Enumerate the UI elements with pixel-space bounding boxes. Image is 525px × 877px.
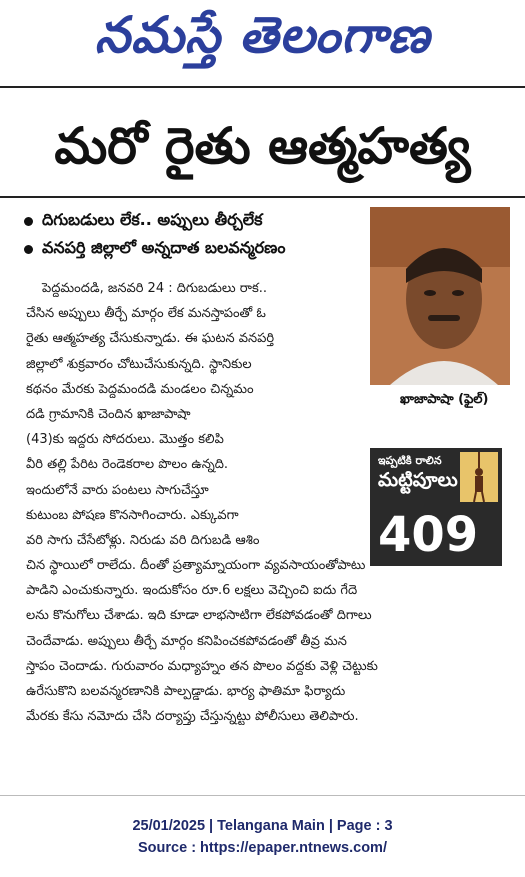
body-line: స్తాపం చెందాడు. గురువారం మధ్యాహ్నం తన పొలం వద్దకు వెళ్లి చెట్టుకు	[26, 658, 378, 674]
body-line: దడి గ్రామానికి చెందిన ఖాజాపాషా	[26, 406, 191, 422]
body-line: వరి సాగు చేసేటోళ్లు. నిరుడు వరి దిగుబడి ఆశిం	[26, 532, 260, 548]
body-line: (43)కు ఇద్దరు సోదరులు. మొత్తం కలిపి	[26, 432, 224, 448]
subheadline-item	[24, 235, 369, 263]
body-line: కథనం మేరకు పెద్దమందడి మండలం చిన్నమం	[26, 381, 254, 397]
body-line: మేరకు కేసు నమోదు చేసి దర్యాప్తు చేస్తున్నట్టు పోలీసులు తెలిపారు.	[26, 709, 359, 725]
footer-divider	[0, 795, 525, 796]
body-line: కుటుంబ పోషణ కొనసాగించారు. ఎక్కువగా	[26, 507, 239, 523]
footer-source-link[interactable]: Source : https://epaper.ntnews.com/	[138, 840, 387, 856]
stat-number: 409	[378, 507, 479, 563]
body-line: చేసిన అప్పులు తీర్చే మార్గం లేక మనస్తాపంతో ఓ	[26, 306, 266, 322]
article-body	[26, 276, 516, 729]
body-line: ఇందులోనే వారు పంటలు సాగుచేస్తూ	[26, 482, 209, 498]
body-line: జిల్లాలో శుక్రవారం చోటుచేసుకున్నది. స్థానికుల	[26, 356, 252, 372]
body-line: పాడిని ఎంచుకున్నారు. ఇందుకోసం రూ.6 లక్షలు వెచ్చించి ఐదు గేదె	[26, 583, 358, 599]
bullet-icon	[24, 217, 33, 226]
masthead	[0, 0, 525, 80]
bullet-icon	[24, 245, 33, 254]
stat-label-top: ఇప్పటికి రాలిన	[378, 454, 442, 467]
photo-caption: ఖాజాపాషా (ఫైల్)	[400, 392, 489, 407]
masthead-divider	[0, 86, 525, 88]
body-line: పెద్దమందడి, జనవరి 24 : దిగుబడులు రాక..	[42, 281, 268, 296]
subheadline-item	[24, 207, 369, 235]
body-line: చెందేవాడు. అప్పులు తీర్చే మార్గం కనిపించకపోవడంతో తీవ్ర మన	[26, 633, 347, 649]
footer-edition-info: 25/01/2025 | Telangana Main | Page : 3	[132, 818, 393, 834]
masthead-title: నమస్తే తెలంగాణ	[94, 6, 431, 64]
article-headline: మరో రైతు ఆత్మహత్య	[54, 117, 471, 175]
body-line: లను కొనుగోలు చేశాడు. ఇది కూడా లాభసాటిగా లేకపోవడంతో దిగాలు	[26, 608, 372, 624]
subheadline-list	[24, 207, 369, 263]
body-line: రైతు ఆత్మహత్య చేసుకున్నాడు. ఈ ఘటన వనపర్తి	[26, 331, 275, 347]
subheadline-text: దిగుబడులు లేక.. అప్పులు తీర్చలేక	[42, 209, 263, 229]
body-line: వీరి తల్లి పేరిట రెండెకరాల పొలం ఉన్నది.	[26, 457, 229, 473]
subheadline-text: వనపర్తి జిల్లాలో అన్నదాత బలవన్మరణం	[42, 237, 286, 257]
body-line: చిన స్థాయిలో రాలేదు. దీంతో ప్రత్యామ్నాయంగా వ్యవసాయంతోపాటు	[26, 558, 366, 574]
body-line: ఉరేసుకొని బలవన్మరణానికి పాల్పడ్డాడు. భార్య ఫాతిమా ఫిర్యాదు	[26, 684, 346, 699]
headline-divider	[0, 196, 525, 198]
stat-label-main: మట్టిపూలు	[378, 469, 458, 491]
